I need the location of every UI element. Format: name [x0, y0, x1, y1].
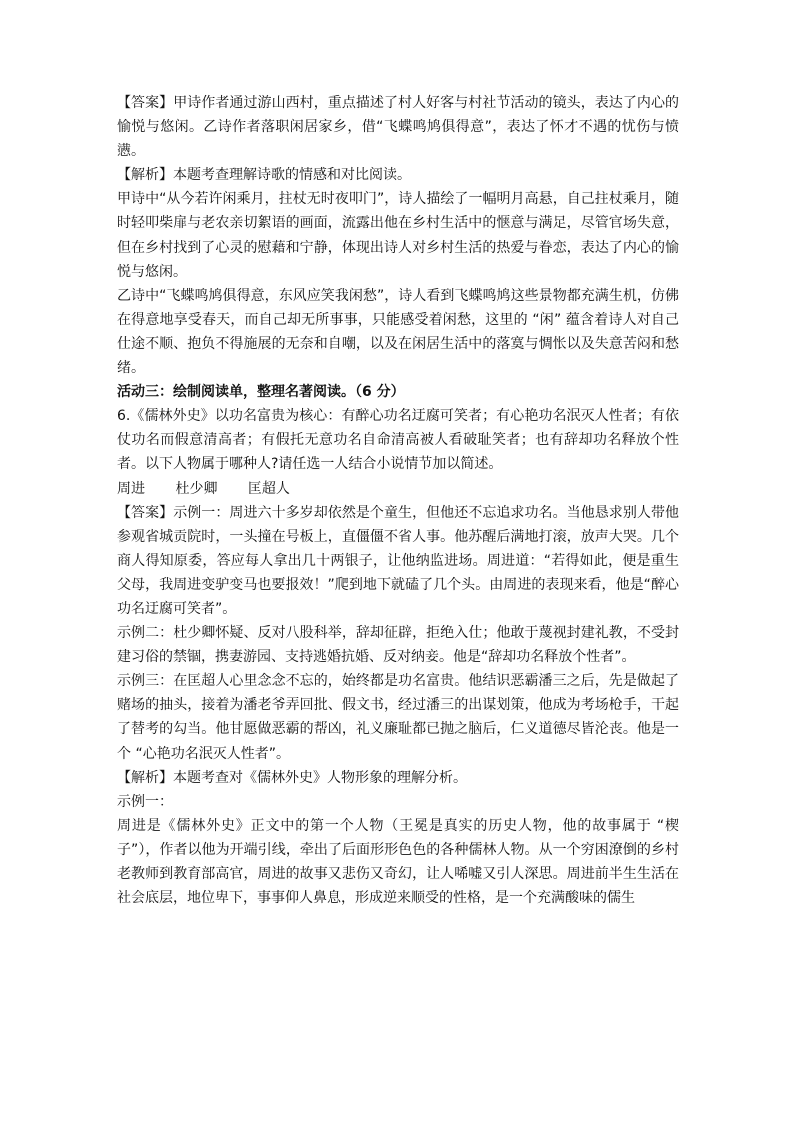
document-page [117, 91, 679, 910]
answer-example-1: 【答案】示例一：周进六十多岁却依然是个童生，但他还不忘追求功名。当他恳求别人带他参观省城贡院时，一头撞在号板上，直僵僵不省人事。他苏醒后满地打滚，放声大哭。几个商人得知原委，答应每人拿出几十两银子，让他纳监进场。周进道：“若得如此，便是重生父母，我周进变驴变马也要报效！”爬到地下就磕了几个头。由周进的表现来看，他是“醉心功名迂腐可笑者”。 [117, 504, 679, 617]
analysis-paragraph-zhoujin: 周进是《儒林外史》正文中的第一个人物（王冕是真实的历史人物，他的故事属于 “楔子”），作者以他为开端引线，牵出了后面形形色色的各种儒林人物。从一个穷困潦倒的乡村老教师到教育部高官，周进的故事又悲伤又奇幻，让人唏嘘又引人深思。周进前半生生活在社会底层，地位卑下，事事仰人鼻息，形成逆来顺受的性格，是一个充满酸味的儒生 [117, 817, 679, 907]
activity-three-heading: 活动三：绘制阅读单，整理名著阅读。（6 分） [117, 384, 405, 401]
character-name-dushaoqing: 杜少卿 [175, 480, 218, 497]
character-names [117, 477, 679, 501]
analysis-paragraph-jia: 甲诗中“从今若许闲乘月，拄杖无时夜叩门”，诗人描绘了一幅明月高悬，自己拄杖乘月，随时轻叩柴扉与老农亲切絮语的画面，流露出他在乡村生活中的惬意与满足，尽管官场失意，但在乡村找到了心灵的慰藉和宁静，体现出诗人对乡村生活的热爱与眷恋，表达了内心的愉悦与悠闲。 [117, 191, 679, 280]
answer-paragraph-1: 【答案】甲诗作者通过游山西村，重点描述了村人好客与村社节活动的镜头，表达了内心的愉悦与悠闲。乙诗作者落职闲居家乡，借“飞蝶鸣鸠俱得意”，表达了怀才不遇的忧伤与愤懑。 [117, 95, 679, 160]
answer-example-3: 示例三：在匡超人心里念念不忘的，始终都是功名富贵。他结识恶霸潘三之后，先是做起了赌场的抽头，接着为潘老爷弄回批、假文书，经过潘三的出谋划策，他成为考场枪手，干起了替考的勾当。他甘愿做恶霸的帮凶，礼义廉耻都已抛之脑后，仁义道德尽皆沦丧。他是一个 “心艳功名泯灭人性者”。 [117, 673, 679, 762]
question-6: 6.《儒林外史》以功名富贵为核心：有醉心功名迂腐可笑者；有心艳功名泯灭人性者；有依仗功名而假意清高者；有假托无意功名自命清高被人看破耻笑者；也有辞却功名释放个性者。以下人物属于哪种人?请任选一人结合小说情节加以简述。 [117, 408, 679, 473]
character-name-zhoujin: 周进 [117, 480, 145, 497]
character-name-kuangchaoren: 匡超人 [247, 480, 290, 497]
analysis-paragraph-yi: 乙诗中“飞蝶鸣鸠俱得意，东风应笑我闲愁”，诗人看到飞蝶鸣鸠这些景物都充满生机，仿佛在得意地享受春天，而自己却无所事事，只能感受着闲愁，这里的 “闲” 蕴含着诗人对自己仕途不顺、抱负不得施展的无奈和自嘲，以及在闲居生活中的落寞与惆怅以及失意苦闷和愁绪。 [117, 287, 679, 377]
analysis-heading-1: 【解析】本题考查理解诗歌的情感和对比阅读。 [117, 167, 411, 184]
example-one-label: 示例一： [117, 793, 173, 810]
answer-example-2: 示例二：杜少卿怀疑、反对八股科举，辞却征辟，拒绝入仕；他敢于蔑视封建礼教，不受封建习俗的禁锢，携妻游园、支持逃婚抗婚、反对纳妾。他是“辞却功名释放个性者”。 [117, 625, 679, 666]
analysis-heading-2: 【解析】本题考查对《儒林外史》人物形象的理解分析。 [117, 769, 467, 786]
